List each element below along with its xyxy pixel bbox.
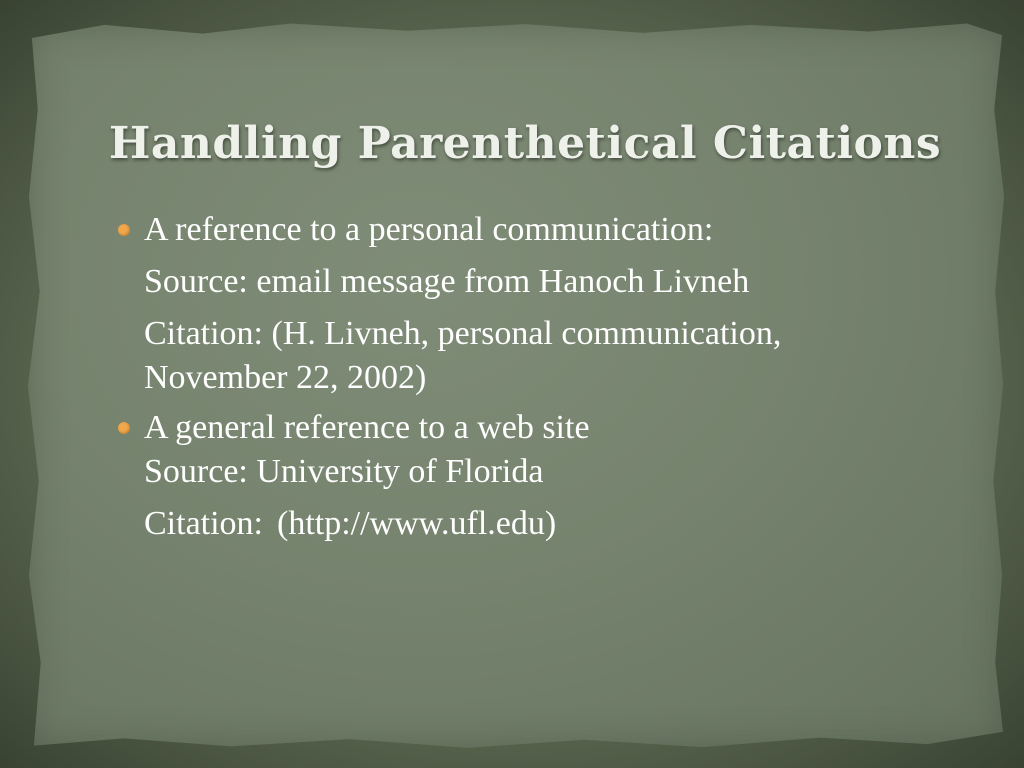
bullet-lead: A reference to a personal communication: bbox=[144, 211, 714, 248]
slide-body bbox=[116, 208, 976, 546]
bullet-item-web-site bbox=[116, 406, 976, 546]
citation-line bbox=[144, 502, 976, 546]
citation-url: (http://www.ufl.edu) bbox=[277, 505, 557, 542]
citation-line-continued: November 22, 2002) bbox=[144, 359, 427, 396]
source-line: Source: email message from Hanoch Livneh bbox=[144, 263, 750, 300]
bullet-item-personal-communication bbox=[116, 208, 976, 400]
bullet-dot-icon bbox=[118, 224, 130, 236]
citation-line: Citation: (H. Livneh, personal communication, bbox=[144, 315, 782, 352]
source-line: Source: University of Florida bbox=[144, 453, 544, 490]
slide-title: Handling Parenthetical Citations bbox=[108, 118, 942, 169]
bullet-dot-icon bbox=[118, 422, 130, 434]
bullet-lead: A general reference to a web site bbox=[144, 409, 590, 446]
citation-label: Citation: bbox=[144, 505, 263, 542]
